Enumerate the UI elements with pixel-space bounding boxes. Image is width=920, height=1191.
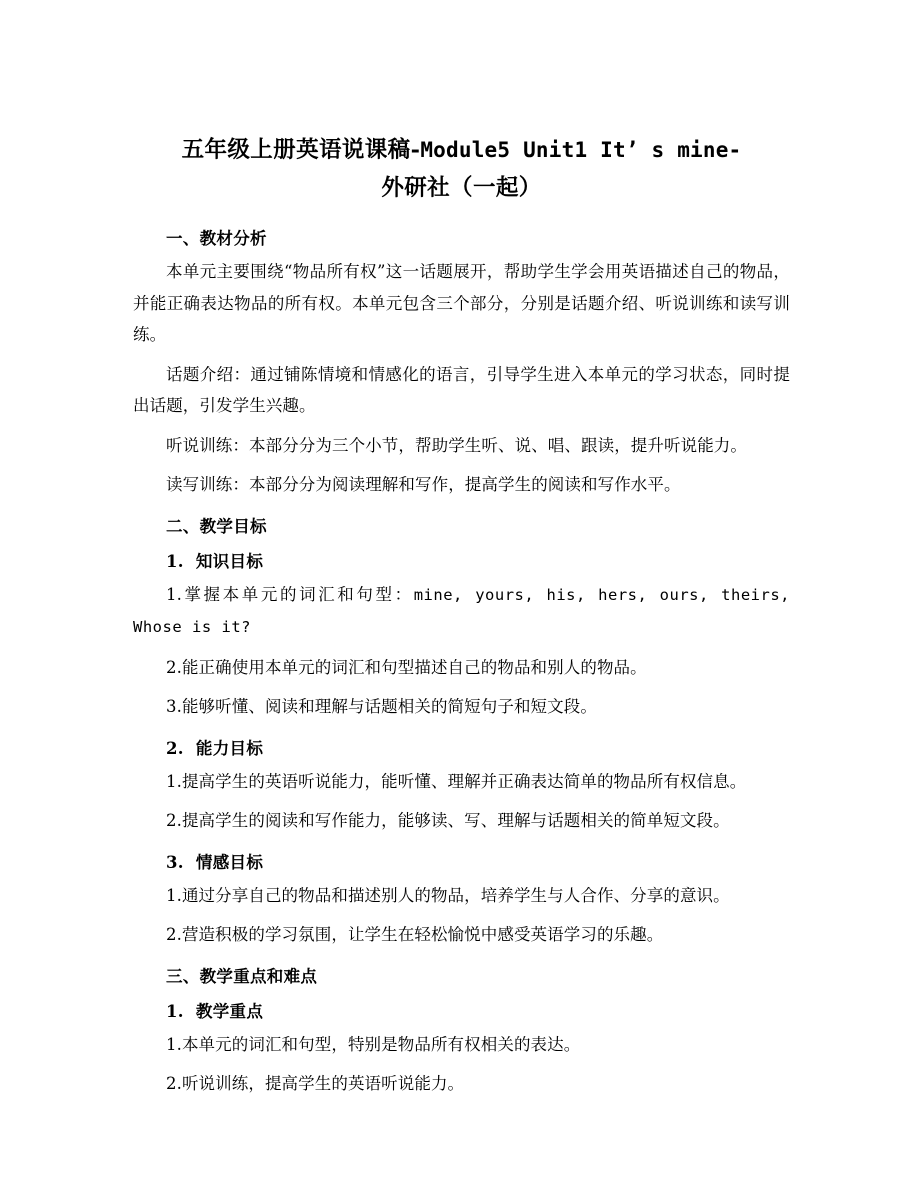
subsection-heading-knowledge-goals [133, 544, 790, 579]
page-title-cn: 五年级上册英语说课稿- [181, 137, 421, 163]
list-item-text: 1.掌握本单元的词汇和句型： [166, 584, 414, 604]
list-item: 1.本单元的词汇和句型，特别是物品所有权相关的表达。 [166, 1034, 581, 1054]
list-item: 2.能正确使用本单元的词汇和句型描述自己的物品和别人的物品。 [166, 657, 647, 677]
subsection-label: 知识目标 [195, 551, 264, 571]
subsection-number: 2. [166, 738, 184, 758]
list-item: 2.提高学生的阅读和写作能力，能够读、写、理解与话题相关的简单短文段。 [166, 811, 730, 830]
list-item: 1.通过分享自己的物品和描述别人的物品，培养学生与人合作、分享的意识。 [166, 885, 730, 905]
section-heading-teaching-material: 一、教材分析 [166, 229, 267, 248]
section-heading-key-points: 三、教学重点和难点 [166, 966, 318, 986]
subsection-number: 3. [166, 852, 184, 872]
subsection-heading-teaching-focus [133, 994, 790, 1029]
list-item [133, 579, 790, 644]
subsection-number: 1. [166, 551, 184, 571]
page-title [133, 131, 790, 207]
paragraph: 话题介绍：通过铺陈情境和情感化的语言，引导学生进入本单元的学习状态，同时提出话题，引发学生兴趣。 [133, 364, 790, 415]
list-item: 2.营造积极的学习氛围，让学生在轻松愉悦中感受英语学习的乐趣。 [166, 925, 664, 944]
document-content [133, 131, 790, 1100]
paragraph: 读写训练：本部分分为阅读理解和写作，提高学生的阅读和写作水平。 [166, 475, 681, 494]
list-item: 1.提高学生的英语听说能力，能听懂、理解并正确表达简单的物品所有权信息。 [166, 771, 747, 791]
page-title-publisher: 外研社（一起） [381, 175, 542, 201]
list-item: 2.听说训练，提高学生的英语听说能力。 [166, 1074, 465, 1093]
list-item-english: mine, yours, his, hers, ours, theirs, Whose is it? [133, 585, 790, 636]
subsection-heading-ability-goals [133, 731, 790, 766]
subsection-label: 情感目标 [195, 852, 264, 872]
subsection-number: 1. [166, 1001, 184, 1021]
paragraph: 本单元主要围绕“物品所有权”这一话题展开，帮助学生学会用英语描述自己的物品，并能正确表达物品的所有权。本单元包含三个部分，分别是话题介绍、听说训练和读写训练。 [133, 262, 790, 344]
list-item: 3.能够听懂、阅读和理解与话题相关的简短句子和短文段。 [166, 697, 597, 716]
section-heading-teaching-goals: 二、教学目标 [166, 516, 267, 536]
subsection-label: 能力目标 [195, 738, 264, 758]
subsection-label: 教学重点 [195, 1001, 264, 1021]
subsection-heading-emotional-goals [133, 845, 790, 880]
paragraph: 听说训练：本部分分为三个小节，帮助学生听、说、唱、跟读，提升听说能力。 [166, 435, 747, 455]
page-title-en: Module5 Unit1 It’ s mine- [420, 138, 742, 162]
